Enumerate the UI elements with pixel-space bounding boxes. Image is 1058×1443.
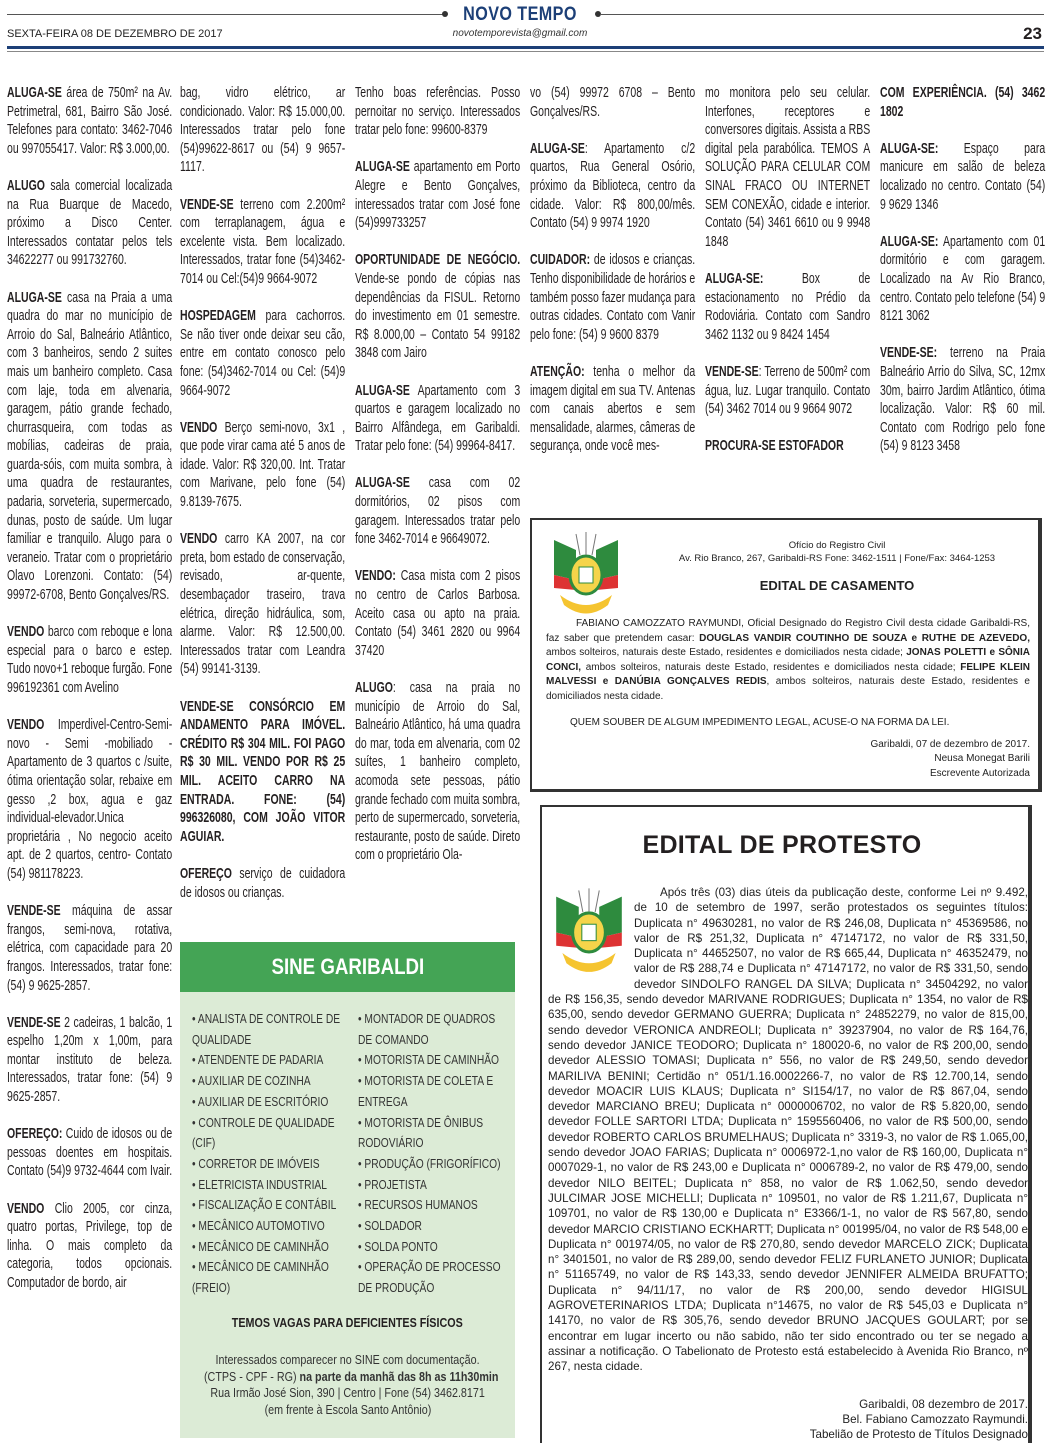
job-item: RODOVIÁRIO: [358, 1136, 424, 1151]
ad-lead: ALUGA-SE: [355, 158, 410, 176]
classified-ad: [180, 865, 345, 902]
classified-ad: [355, 251, 520, 363]
classifieds-column: [705, 84, 870, 474]
classified-ad: [7, 289, 172, 605]
sine-landmark: (em frente à Escola Santo Antônio): [264, 1402, 431, 1417]
ad-text: máquina de assar frangos, semi-nova, rotativa, elétrica, com capacidade para 20 frangos. Interessados, tratar fone: (54) 9 9625-2857.: [7, 902, 173, 994]
job-item: • ELETRICISTA INDUSTRIAL: [192, 1177, 327, 1192]
ad-text: Vende-se pondo de cópias nas dependências da FISUL. Retorno do investimento em 01 semestre. R$ 8.000,00 – Contato 54 99182 3848 com Jairo: [355, 269, 521, 362]
ad-text: Box de estacionamento no Prédio da Rodoviária. Contato com Sandro 3462 1132 ou 9 8424 1454: [705, 269, 871, 343]
classified-ad: [355, 679, 520, 865]
header-rule-right: [600, 14, 1044, 15]
job-item: • RECURSOS HUMANOS: [358, 1198, 478, 1213]
edital-text: FABIANO CAMOZZATO RAYMUNDI, Oficial Designado do Registro Civil desta cidade Garibaldi-RS, faz saber que pretendem casar:: [546, 618, 1030, 644]
classified-ad: [880, 233, 1045, 326]
edital-casamento-warning: QUEM SOUBER DE ALGUM IMPEDIMENTO LEGAL, ACUSE-O NA FORMA DA LEI.: [570, 716, 950, 728]
edital-casamento-title: EDITAL DE CASAMENTO: [759, 578, 915, 593]
ad-text: Cuido de idosos ou de pessoas doentes em hospitais. Contato (54)9 9732-4644 com Ivair.: [7, 1125, 173, 1180]
sine-hours: na parte da manhã das 8h as 11h30min: [299, 1369, 499, 1384]
ad-lead: ALUGA-SE: [355, 381, 410, 399]
edital-text: , ambos solteiros, naturais deste Estado, residentes e domiciliados nesta cidade.: [546, 676, 1030, 702]
job-item: • MOTORISTA DE CAMINHÃO: [358, 1053, 500, 1068]
header-double-rule-thin: [7, 51, 1044, 52]
job-item: • PRODUÇÃO (FRIGORÍFICO): [358, 1156, 501, 1171]
classified-ad: [180, 84, 345, 177]
edital-text: ambos solteiros, naturais deste Estado, residentes e domiciliados nesta cidade;: [581, 661, 961, 673]
sine-info: [180, 1352, 515, 1418]
registry-address: Av. Rio Branco, 267, Garibaldi-RS Fone: 3462-1511 | Fone/Fax: 3464-1253: [678, 553, 996, 564]
ad-text: Tenho boas referências. Posso pernoitar no serviço. Interessados tratar pelo fone: 99600-8379: [355, 84, 521, 139]
classified-ad: [705, 84, 870, 251]
classified-ad: [180, 196, 345, 289]
signature-date: Garibaldi, 08 dezembro de 2017.: [859, 1397, 1028, 1411]
classified-ad: [355, 474, 520, 548]
classifieds-column: [180, 84, 345, 921]
classified-ad: [530, 363, 695, 456]
job-item: • MOTORISTA DE COLETA E: [358, 1074, 494, 1089]
classified-ad: [705, 270, 870, 344]
job-item: • AUXILIAR DE ESCRITÓRIO: [192, 1094, 329, 1109]
classified-ad: [7, 1200, 172, 1293]
job-item: • MECÂNICO AUTOMOTIVO: [192, 1219, 325, 1234]
ad-lead: ALUGA-SE: [530, 139, 585, 157]
job-item: • MOTORISTA DE ÔNIBUS: [358, 1115, 484, 1130]
sine-note: TEMOS VAGAS PARA DEFICIENTES FÍSICOS: [232, 1316, 463, 1330]
job-item: • MECÂNICO DE CAMINHÃO: [192, 1260, 329, 1275]
ad-lead: VENDO: [180, 418, 218, 436]
ad-text: casa na Praia a uma quadra do mar no município de Arroio do Sal, Balneário Atlântico, com 3 banheiros, sendo 2 suites mais um banheiro completo. Casa com laje, toda em alvenaria, garagem, pátio grande fechado, churrasqueira, com todas as mobílias, cadeiras de praia, guarda-sóis, com muita sombra, à uma quadra de restaurantes, padaria, sorveteria, supermercado, dunas, posto de saúde. Um lugar familiar e tranquilo. Alugo para o veraneio. Tratar com o proprietário Olavo Lorenzoni. Contato: (54) 99972-6708, Bento Gonçalves/RS.: [7, 288, 173, 604]
classified-ad: [7, 623, 172, 697]
edital-casamento-box: [530, 518, 1042, 792]
ad-lead: CUIDADOR:: [530, 251, 591, 269]
ad-lead: ATENÇÃO:: [530, 362, 585, 380]
edital-protesto-box: [540, 805, 1032, 1443]
ad-text: Clio 2005, cor cinza, quatro portas, Privilege, top de linha. O mais completo da categoria, todos opcionais. Computador de bordo, air: [7, 1199, 173, 1291]
job-item: • CORRETOR DE IMÓVEIS: [192, 1156, 320, 1171]
job-item: • SOLDADOR: [358, 1219, 422, 1234]
couple-names: DOUGLAS VANDIR COUTINHO DE SOUZA e RUTHE DE AZEVEDO,: [699, 632, 1030, 644]
classifieds-column: [880, 84, 1045, 474]
classified-ad: [705, 437, 870, 456]
ad-text: serviço de cuidadora de idosos ou crianças.: [180, 864, 346, 901]
ad-lead: ALUGA-SE:: [705, 269, 764, 287]
job-item: • FISCALIZAÇÃO E CONTÁBIL: [192, 1198, 337, 1213]
sine-address: Rua Irmão José Sion, 390 | Centro | Fone (54) 3462.8171: [210, 1386, 485, 1400]
job-item: ENTREGA: [358, 1094, 408, 1109]
ad-text: mo monitora pelo seu celular. Interfones, receptores e conversores digitais. Assista a RBS digital pela parabólica. TEMOS A SOLUÇÃO PARA CELULAR COM SINAL FRACO OU INTERNET SEM CONEXÃO, cidade e interior. Contato (54) 3461 6610 ou 9 9948 1848: [705, 84, 871, 250]
classified-ad: [880, 344, 1045, 456]
ad-lead: ALUGA-SE:: [880, 232, 939, 250]
ad-lead: VENDO: [7, 623, 45, 641]
ad-lead: VENDO: [7, 1199, 45, 1217]
job-item: • CONTROLE DE QUALIDADE: [192, 1115, 335, 1130]
classified-ad: [530, 84, 695, 121]
ad-lead: VENDE-SE: [705, 362, 759, 380]
ad-text: de idosos e crianças. Tenho disponibilidade de horários e também posso fazer mudança para outras cidades. Contato com Vanir pelo fone: (54) 9 9600 8379: [530, 251, 696, 343]
job-item: • MONTADOR DE QUADROS: [358, 1012, 496, 1026]
couple-names: FELIPE KLEIN MALVESSI e DANÚBIA GONÇALVES REDIS: [546, 661, 1030, 688]
ad-text: casa com 02 dormitórios, 02 pisos com garagem. Interessados tratar pelo fone 3462-7014 e 96649072.: [355, 474, 521, 548]
classified-ad: [705, 363, 870, 419]
ad-text: barco com reboque e lona especial para o barco e estep. Tudo novo+1 reboque furgão. Fone 996192361 com Avelino: [7, 623, 173, 696]
ad-text: terreno na Praia Balneário Arrio do Silva, SC, 12mx 30m, bairro Jardim Atlântico, ótima localização. Valor: R$ 60 mil. Contato com Rodrigo pelo fone (54) 9 8123 3458: [880, 344, 1046, 455]
classifieds-column: [530, 84, 695, 474]
signature-name: Bel. Fabiano Camozzato Raymundi.: [842, 1412, 1028, 1426]
couple-names: JONAS POLETTI e SÔNIA CONCI,: [546, 647, 1030, 673]
job-item: (CIF): [192, 1136, 216, 1151]
job-item: (FREIO): [192, 1281, 231, 1296]
sine-header: [180, 942, 515, 992]
sine-info-line: Interessados comparecer no SINE com documentação.: [215, 1353, 480, 1367]
classified-ad: [880, 140, 1045, 214]
job-list-right: [358, 1009, 501, 1299]
job-item: • ANALISTA DE CONTROLE DE: [192, 1012, 341, 1026]
ad-lead: OPORTUNIDADE DE NEGÓCIO.: [355, 251, 521, 269]
ad-text: Casa mista com 2 pisos no centro de Carlos Barbosa. Aceito casa ou apto na praia. Contato (54) 3461 2820 ou 9964 37420: [355, 567, 521, 659]
classified-ad: [7, 1125, 172, 1181]
ad-lead: COM EXPERIÊNCIA. (54) 3462 1802: [880, 84, 1046, 120]
ad-text: sala comercial localizada na Rua Buarque de Macedo, próximo a Disco Center. Interessados contatar pelos tels 34622277 ou 991732760.: [7, 176, 173, 269]
job-item: • MECÂNICO DE CAMINHÃO: [192, 1239, 329, 1254]
classifieds-column: [7, 84, 172, 1311]
header-rule-left: [7, 14, 445, 15]
edital-protesto-body: Após três (03) dias úteis da publicação deste, conforme Lei nº 9.492, de 10 de setembro de 1997, serão protestados os seguintes títulos: Duplicata n° 49630281, no valor de R$ 246,08, Duplicata n° 45369586, no valor de R$ 251,32, Duplicata n° 47147172, no valor de R$ 331,50, Duplicata n° 44652507, no valor de R$ 665,44, Duplicata n° 46352479, no valor de R$ 288,74 e Duplicata n° 47147172, no valor de R$ 331,50, sendo devedor SINDOLFO RANGEL DA SILVA; Duplicata n° 34504292, no valor de R$ 156,35, sendo devedor MARIVANE RODRIGUES; Duplicata n° 1354, no valor de R$ 635,00, sendo devedor GERMANO GUERRA; Duplicata n° 24852279, no valor de 815,00, sendo devedor VERONICA ANDREOLI; Duplicata n° 39237904, no valor de R$ 164,76, sendo devedor JANICE TEODORO; Duplicata n° 180020-6, no valor de R$ 200,00, sendo devedor ALESSIO TOMASI; Duplicata n° 556, no valor de R$ 249,50, sendo devedor MARILIVA BENINI; Certidão n° 051/1.16.0002266-7, no valor de R$ 12.700,14, sendo devedor MOACIR LUIS KLAUS; Duplicata n° SI154/17, no valor de R$ 867,04, sendo devedor MARCIANO BREU; Duplicata n° 0000006702, no valor de R$ 5.820,00, sendo devedor FOLLE SARTORI LTDA; Duplicata n° 1595560406, no valor de R$ 500,00, sendo devedor ROBERTO CARLOS BRUMELHAUS; Duplicata n° 3319-3, no valor de R$ 1.065,00, sendo devedor JOAO FARIAS; Duplicata n° 0006972-1,no valor de R$ 160,00, Duplicata n° 0007029-1, no valor de R$ 243,00 e Duplicata n° 0006789-2, no valor de R$ 479,00, sendo devedor NILO BEITEL; Duplicata n° 858, no valor de R$ 1.062,50, sendo devedor JULCIMAR JOSE MICHELLI; Duplicata n° 109501, no valor de R$ 1.211,67, Duplicata n° 109701, no valor de R$ 130,00 e Duplicata n° E3366/1-1, no valor de R$ 567,80, sendo devedor MARCIO CRISTIANO ECKHARTT; Duplicata n° 001995/04, no valor de R$ 548,00 e Duplicata n° 001974/05, no valor de R$ 270,80, sendo devedor MARCELO ZICK; Duplicata n° 3401501, no valor de R$ 289,00, sendo devedor FELIZ FURLANETO JUNIOR; Duplicata n° 51165749, no valor de R$ 143,33, sendo devedor JENNIFER ALMEIDA BRUFATTO; Duplicata n° 94/11/17, no valor de R$ 200,00, sendo devedor HIGISUL AGROVETERINARIOS LTDA; Duplicata n°14675, no valor de R$ 545,03 e Duplicata n° 14170, no valor de R$ 305,76, sendo devedor BRUNO JACQUES GOULART; por se encontrar em lugar incerto ou não sabido, não ter sido encontrado ou ter se negado a assinar a notificação. O Tabelionato de Protesto está estabelecido à Avenida Rio Branco, nº 267, nesta cidade.: [548, 886, 1028, 1374]
job-item: • PROJETISTA: [358, 1177, 427, 1192]
ad-lead: PROCURA-SE ESTOFADOR: [705, 437, 844, 455]
ad-text: para cachorros. Se não tiver onde deixar seu cão, entre em contato conosco pelo fone: (54)3462-7014 ou Cel: (54)9 9664-9072: [180, 307, 346, 399]
classified-ad: [7, 716, 172, 883]
job-item: • OPERAÇÃO DE PROCESSO: [358, 1260, 501, 1275]
classified-ad: [180, 307, 345, 400]
ad-lead: ALUGA-SE: [355, 474, 410, 492]
ad-text: : Apartamento c/2 quartos, Rua General Osório, próximo da Biblioteca, centro da cidade. Valor: R$ 800,00/mês. Contato (54) 9 9974 1920: [530, 139, 696, 232]
ad-lead: VENDE-SE CONSÓRCIO EM ANDAMENTO PARA IMÓVEL. CRÉDITO R$ 304 MIL. FOI PAGO R$ 30 MIL. VENDO POR R$ 25 MIL. ACEITO CARRO NA ENTRADA. FONE: (54) 996326080, COM JOÃO VITOR AGUIAR.: [180, 697, 346, 845]
coat-of-arms-icon: [546, 530, 626, 625]
classifieds-column: [355, 84, 520, 884]
job-item: QUALIDADE: [192, 1032, 252, 1047]
classified-ad: [530, 251, 695, 344]
job-item: • SOLDA PONTO: [358, 1239, 438, 1254]
ad-text: Apartamento com 3 quartos e garagem localizado no Bairro Alfândega, em Garibaldi. Tratar pelo fone: (54) 99964-8417.: [355, 381, 521, 455]
ad-text: apartamento em Porto Alegre e Bento Gonçalves, interessados tratar com José fone (54)999733257: [355, 158, 521, 232]
ad-lead: ALUGO: [355, 679, 393, 696]
edital-protesto-title: EDITAL DE PROTESTO: [642, 831, 922, 859]
ad-text: terreno com 2.200m² com terraplanagem, água e excelente vista. Bem localizado. Interessados, tratar fone (54)3462-7014 ou Cel:(54)9 9664-9072: [180, 195, 346, 287]
ad-text: tenha o melhor da imagem digital em sua TV. Antenas com canais abertos e sem mensalidade, alarmes, câmeras de segurança, onde você mes-: [530, 362, 696, 455]
sine-documents: (CTPS - CPF - RG): [203, 1369, 300, 1384]
classified-ad: [7, 1014, 172, 1107]
signature-date: Garibaldi, 07 de dezembro de 2017.: [870, 738, 1030, 750]
signature-name: Neusa Monegat Barili: [934, 753, 1030, 765]
ad-text: vo (54) 99972 6708 – Bento Gonçalves/RS.: [530, 84, 696, 120]
signature-role: Escrevente Autorizada: [929, 767, 1030, 779]
ad-lead: OFEREÇO: [180, 864, 232, 882]
ad-lead: ALUGA-SE:: [880, 139, 939, 157]
ad-lead: OFEREÇO:: [7, 1125, 63, 1143]
ad-lead: VENDE-SE: [7, 902, 61, 920]
job-item: DE PRODUÇÃO: [358, 1281, 435, 1296]
ad-lead: VENDO: [7, 716, 45, 734]
classified-ad: [355, 84, 520, 140]
classified-ad: [355, 158, 520, 232]
ad-text: Espaço para manicure em salão de beleza localizado no centro. Contato (54) 9 9629 1346: [880, 139, 1046, 213]
ad-text: Berço semi-novo, 3x1 , que pode virar cama até 5 anos de idade. Valor: R$ 320,00. Int. Tratar com Marivane, pelo fone (54) 9.8139-7675.: [180, 418, 346, 511]
coat-of-arms-icon: [548, 885, 630, 985]
classified-ad: [180, 530, 345, 679]
ad-lead: ALUGO: [7, 176, 45, 194]
classified-ad: [355, 567, 520, 660]
edital-casamento-body: [546, 617, 1030, 705]
ad-lead: VENDE-SE: [7, 1013, 61, 1031]
ad-lead: VENDE-SE: [180, 195, 234, 213]
classified-ad: [180, 698, 345, 847]
ad-text: carro KA 2007, na cor preta, bom estado de conservação, revisado, ar-quente, desembaçador traseiro, trava elétrica, direção hidráulica, som, alarme. Valor: R$ 12.500,00. Interessados tratar com Leandra (54) 99141-3139.: [180, 530, 346, 678]
classified-ad: [880, 84, 1045, 121]
contact-email: novotemporevista@gmail.com: [452, 28, 588, 39]
ad-text: Apartamento com 01 dormitório e com garagem. Localizado na Av Rio Branco, centro. Contato pelo telefone (54) 9 8121 3062: [880, 232, 1046, 325]
registry-office-name: Ofício do Registro Civil: [788, 540, 886, 551]
classified-ad: [180, 419, 345, 512]
sine-garibaldi-box: [180, 942, 515, 1438]
classified-ad: [7, 177, 172, 270]
ad-text: : Terreno de 500m² com água, luz. Lugar tranquilo. Contato (54) 3462 7014 ou 9 9664 9072: [705, 362, 871, 418]
ad-text: área de 750m² na Av. Petrimetral, 681, Bairro São José. Telefones para contato: 3462-7046 ou 997055417. Valor: R$ 3.000,00.: [7, 84, 173, 157]
newspaper-title: NOVO TEMPO: [463, 4, 577, 25]
ad-text: Imperdivel-Centro-Semi-novo - Semi -mobiliado -Apartamento de 3 quartos c /suite, ótima orientação solar, rebaixe em gesso ,2 box, agua e gaz individual-elevador.Unica proprietária , No negocio aceito apt. de 2 quartos, centro- Contato (54) 981178223.: [7, 716, 173, 882]
ad-lead: VENDO: [180, 530, 218, 548]
ad-lead: HOSPEDAGEM: [180, 307, 256, 325]
edital-text: ambos solteiros, naturais deste Estado, residentes e domiciliados nesta cidade;: [546, 647, 907, 659]
job-item: • ATENDENTE DE PADARIA: [192, 1053, 324, 1068]
classified-ad: [530, 140, 695, 233]
job-list-left: [192, 1009, 341, 1299]
classified-ad: [7, 84, 172, 158]
ad-text: 2 cadeiras, 1 balcão, 1 espelho 1,20m x 1,00m, para montar instituto de beleza. Interessados, tratar fone: (54) 9 9625-2857.: [7, 1013, 173, 1106]
classified-ad: [355, 382, 520, 456]
ad-lead: ALUGA-SE: [7, 288, 62, 306]
ad-text: : casa na praia no município de Arroio do Sal, Balneário Atlântico, há uma quadra do mar, toda em alvenaria, com 02 suítes, 1 banheiro completo, acomoda sete pessoas, pátio grande fechado com muita sombra, perto de supermercado, sorveteria, restaurante, posto de saúde. Direto com o proprietário Ola-: [355, 679, 521, 864]
ad-lead: ALUGA-SE: [7, 84, 62, 101]
job-item: DE COMANDO: [358, 1032, 429, 1047]
header-double-rule: [7, 46, 1044, 49]
sine-title: SINE GARIBALDI: [271, 954, 424, 979]
ad-lead: VENDE-SE:: [880, 344, 938, 362]
job-item: • AUXILIAR DE COZINHA: [192, 1074, 311, 1089]
signature-role: Tabelião de Protesto de Títulos Designado: [809, 1428, 1028, 1442]
ad-text: bag, vidro elétrico, ar condicionado. Valor: R$ 15.000,00. Interessados tratar pelo fone (54)99622-8617 ou (54) 9 9657-1117.: [180, 84, 346, 176]
classified-ad: [7, 902, 172, 995]
issue-date: SEXTA-FEIRA 08 DE DEZEMBRO DE 2017: [7, 28, 223, 40]
page-number: 23: [1023, 24, 1042, 43]
ad-lead: VENDO:: [355, 567, 396, 585]
